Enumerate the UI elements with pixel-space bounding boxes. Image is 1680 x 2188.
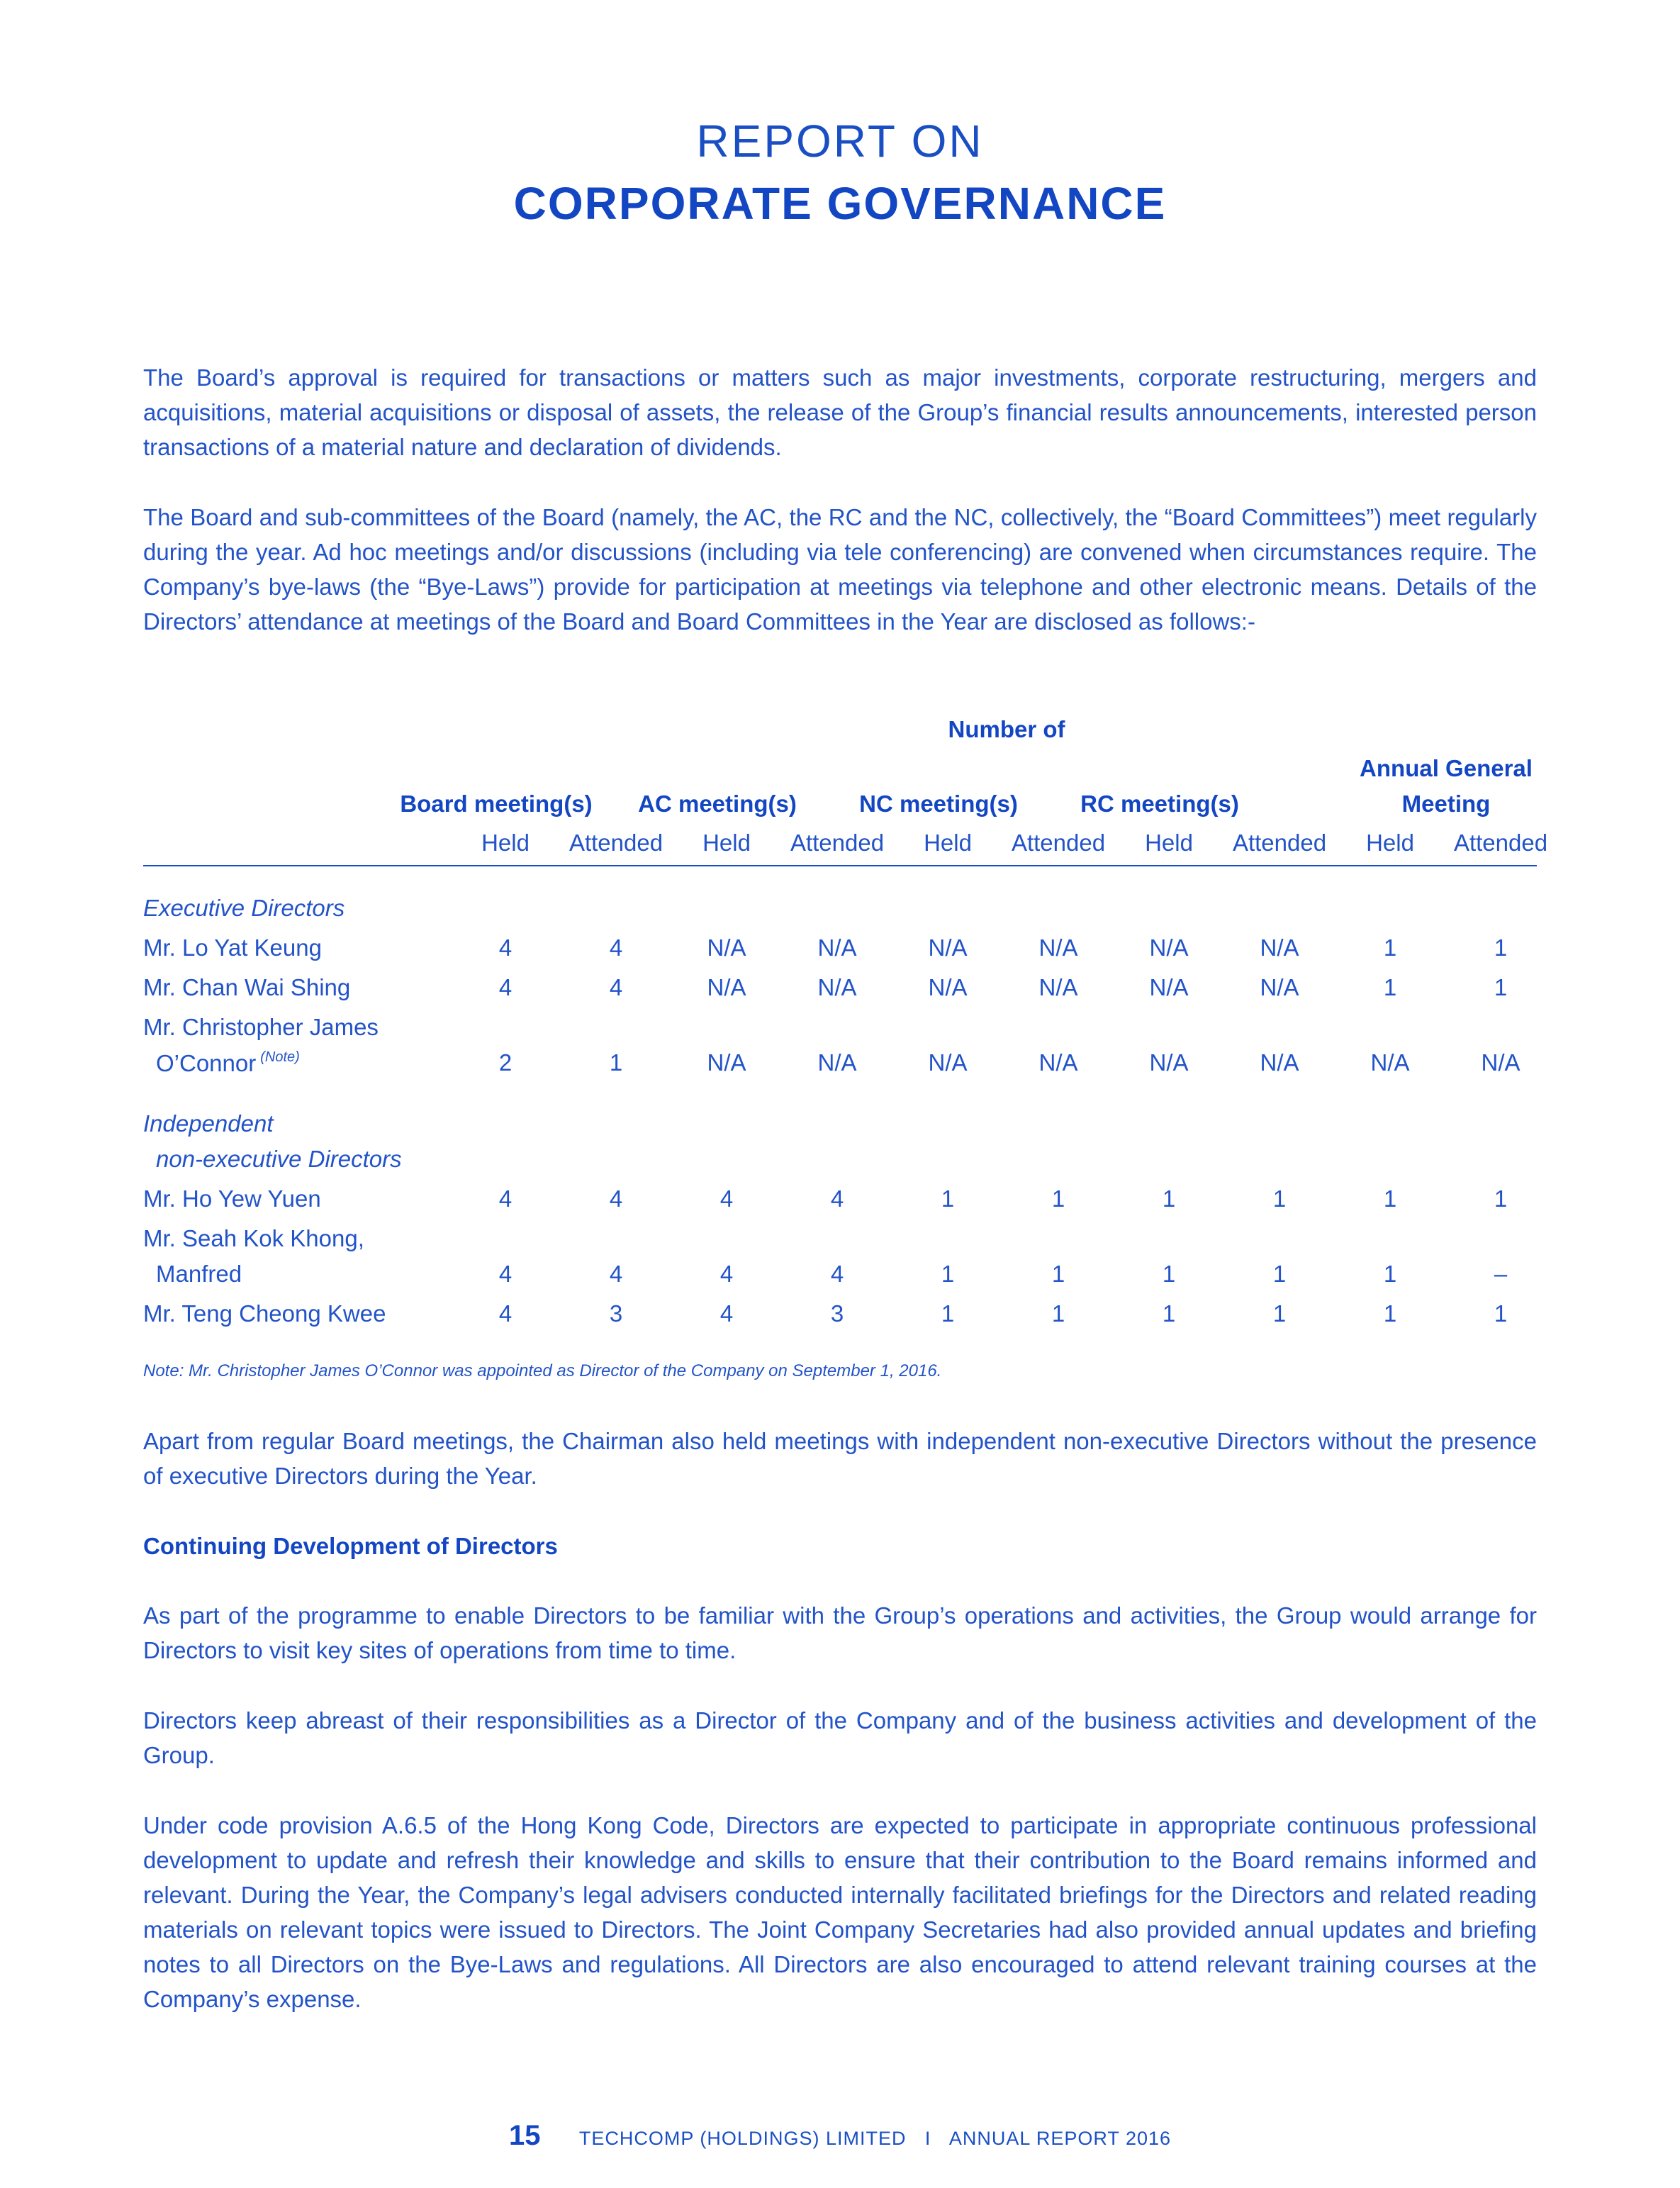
page-title-main: CORPORATE GOVERNANCE [513,178,1167,229]
table-cell: 4 [719,1261,734,1287]
table-cell: 3 [609,1300,623,1327]
table-cell: 1 [1051,1300,1065,1327]
group-header-ac: AC meeting(s) [638,791,797,817]
table-cell: 1 [1383,1185,1397,1212]
table-cell: N/A [707,1049,746,1076]
table-cell: 1 [941,1300,955,1327]
director-name: Mr. Christopher James [143,1014,379,1040]
section-label-independent-continued: non-executive Directors [156,1146,402,1172]
group-header-rc: RC meeting(s) [1080,791,1239,817]
table-cell: N/A [817,1049,857,1076]
table-cell: 3 [830,1300,844,1327]
table-cell: N/A [817,974,857,1000]
footer-company: TECHCOMP (HOLDINGS) LIMITED [578,2128,907,2149]
table-cell: N/A [707,934,746,961]
group-header-board: Board meeting(s) [400,791,593,817]
table-cell: 1 [1272,1300,1287,1327]
paragraph-board-meetings: The Board and sub-committees of the Board (namely, the AC, the RC and the NC, collectively, the “Board Committees”) meet regularly during the year. Ad hoc meetings and/or discussions (including via tele conferencing) are convened when circumstances require. The Company’s bye-laws (the “Bye-Laws”) provide for participation at meetings via telephone and other electronic means. Details of the Directors’ attendance at meetings of the Board and Board Committees in the Year are disclosed as follows:- [143,504,1537,635]
table-cell: 1 [1383,1261,1397,1287]
table-cell: 1 [1051,1185,1065,1212]
table-cell: 1 [941,1185,955,1212]
paragraph-chairman-meetings: Apart from regular Board meetings, the Chairman also held meetings with independent non-executive Directors without the presence of executive Directors during the Year. [143,1428,1537,1489]
paragraph-responsibilities: Directors keep abreast of their responsibilities as a Director of the Company and of the business activities and development of the Group. [143,1707,1537,1768]
subheader-held: Held [481,830,530,856]
table-cell: 4 [498,1185,513,1212]
table-cell: 4 [498,1300,513,1327]
director-name: Mr. Seah Kok Khong, [143,1225,364,1251]
table-cell: N/A [1038,1049,1078,1076]
table-cell: 4 [830,1261,844,1287]
paragraph-site-visits: As part of the programme to enable Directors to be familiar with the Group’s operations and activities, the Group would arrange for Directors to visit key sites of operations from time to time. [143,1602,1537,1663]
footer-report: ANNUAL REPORT 2016 [948,2128,1172,2149]
table-cell: N/A [928,1049,968,1076]
table-cell: N/A [1149,974,1189,1000]
table-cell: 2 [498,1049,513,1076]
table-cell: N/A [1149,934,1189,961]
table-cell: 1 [1272,1261,1287,1287]
table-cell: 1 [1494,974,1508,1000]
subheader-held: Held [1366,830,1414,856]
table-cell: N/A [928,974,968,1000]
group-header-agm-line2: Meeting [1401,791,1491,817]
subheader-held: Held [702,830,751,856]
table-cell: N/A [817,934,857,961]
table-cell: 1 [1494,934,1508,961]
table-cell: 1 [1494,1185,1508,1212]
director-name-continued: O’Connor $^{(Note)}$ [156,1049,300,1076]
table-cell: N/A [1481,1049,1521,1076]
table-cell: 1 [1383,974,1397,1000]
table-cell: 4 [609,974,623,1000]
table-cell: N/A [1038,934,1078,961]
paragraph-board-approval: The Board’s approval is required for transactions or matters such as major investments, corporate restructuring, mergers and acquisitions, material acquisitions or disposal of assets, the release of the Group’s financial results announcements, interested person transactions of a material nature and declaration of dividends. [143,364,1537,460]
attendance-table [143,709,1548,1347]
subheader-attended: Attended [1453,830,1548,856]
table-cell: 1 [1162,1300,1176,1327]
page-footer [0,2120,1680,2152]
table-footnote: Note: Mr. Christopher James O’Connor was appointed as Director of the Company on September 1, 2016. [143,1361,942,1380]
section-label-independent: Independent [143,1110,274,1137]
table-cell: 1 [1051,1261,1065,1287]
footer-separator: I [924,2128,931,2149]
table-cell: 1 [1272,1185,1287,1212]
table-cell: 4 [719,1185,734,1212]
table-cell: 4 [830,1185,844,1212]
director-name: Mr. Lo Yat Keung [143,934,322,961]
director-name: Mr. Chan Wai Shing [143,974,351,1000]
table-cell: – [1494,1261,1508,1287]
table-cell: 4 [609,934,623,961]
table-cell: 1 [1162,1185,1176,1212]
table-cell: 1 [941,1261,955,1287]
subheader-attended: Attended [1011,830,1106,856]
table-cell: 1 [1162,1261,1176,1287]
group-header-agm-line1: Annual General [1360,755,1533,781]
note-marker: (Note) [260,1049,300,1065]
director-name: Mr. Ho Yew Yuen [143,1185,321,1212]
table-cell: 4 [498,974,513,1000]
table-cell: N/A [1038,974,1078,1000]
table-cell: 1 [1383,1300,1397,1327]
subheader-attended: Attended [569,830,663,856]
table-header-rule [143,865,1537,866]
subheader-attended: Attended [1232,830,1327,856]
page-number: 15 [508,2120,541,2151]
table-cell: N/A [1149,1049,1189,1076]
subheader-held: Held [1145,830,1193,856]
subheader-held: Held [924,830,972,856]
table-cell: 1 [1383,934,1397,961]
section-heading-continuing-development: Continuing Development of Directors [143,1533,558,1559]
table-cell: N/A [1260,934,1299,961]
director-name-continued: Manfred [156,1261,242,1287]
group-header-nc: NC meeting(s) [859,791,1018,817]
table-cell: N/A [1260,974,1299,1000]
table-cell: N/A [707,974,746,1000]
table-cell: 4 [498,934,513,961]
table-cell: 1 [609,1049,623,1076]
table-cell: N/A [928,934,968,961]
table-cell: 4 [609,1261,623,1287]
subheader-attended: Attended [790,830,885,856]
table-cell: N/A [1260,1049,1299,1076]
table-cell: 1 [1494,1300,1508,1327]
table-cell: 4 [498,1261,513,1287]
page-title-top: REPORT ON [696,116,984,167]
section-label-executive: Executive Directors [143,895,345,921]
table-cell: 4 [609,1185,623,1212]
table-cell: 4 [719,1300,734,1327]
director-name: Mr. Teng Cheong Kwee [143,1300,386,1327]
table-super-header: Number of [948,716,1065,742]
paragraph-code-provision: Under code provision A.6.5 of the Hong Kong Code, Directors are expected to participate in appropriate continuous professional development to update and refresh their knowledge and skills to ensure that their contribution to the Board remains informed and relevant. During the Year, the Company’s legal advisers conducted internally facilitated briefings for the Directors and related reading materials on relevant topics were issued to Directors. The Joint Company Secretaries had also provided annual updates and briefing notes to all Directors on the Bye-Laws and regulations. All Directors are also encouraged to attend relevant training courses at the Company’s expense. [143,1812,1537,2012]
table-cell: N/A [1370,1049,1410,1076]
